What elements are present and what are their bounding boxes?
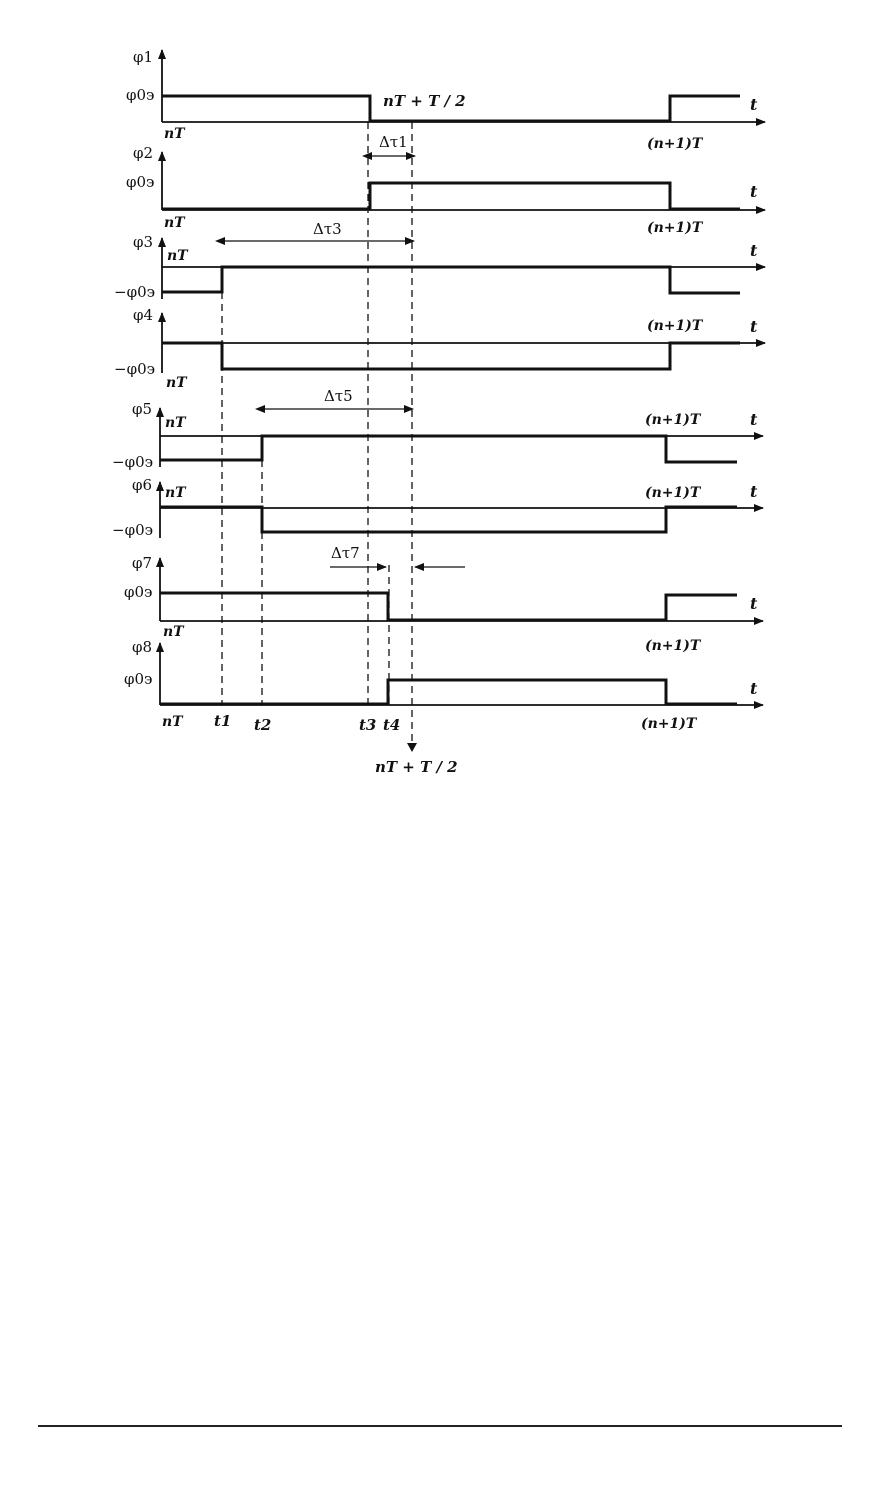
channel-8-label: φ8 <box>132 638 153 656</box>
channel-2-nt-label: nT <box>164 215 185 231</box>
channel-7-waveform <box>160 593 737 620</box>
channel-3-amplitude: −φ0э <box>114 283 156 301</box>
channel-5 <box>112 387 763 471</box>
dtau1-label: Δτ1 <box>379 133 408 151</box>
channel-2-label: φ2 <box>133 144 154 162</box>
channel-2-n1t-label: (n+1)T <box>647 220 703 236</box>
channel-6-nt-label: nT <box>165 485 186 501</box>
channel-3-waveform <box>162 267 740 293</box>
half-period-label-bottom: nT + T / 2 <box>375 758 458 776</box>
half-period-arrowhead <box>407 743 417 752</box>
channel-7-t-label: t <box>750 594 758 613</box>
channel-8-nt-label: nT <box>162 714 183 730</box>
channel-1 <box>126 48 765 152</box>
t1-label: t1 <box>214 712 232 730</box>
channel-7-nt-label: nT <box>163 624 184 640</box>
channel-6-label: φ6 <box>132 476 153 494</box>
channel-8-amplitude: φ0э <box>124 670 153 688</box>
channel-5-nt-label: nT <box>165 415 186 431</box>
channel-4-amplitude: −φ0э <box>114 360 156 378</box>
channel-1-amplitude: φ0э <box>126 86 155 104</box>
channel-1-nt-label: nT <box>164 126 185 142</box>
channel-7-amplitude: φ0э <box>124 583 153 601</box>
t2-label: t2 <box>254 716 272 734</box>
channel-3-t-label: t <box>750 241 758 260</box>
channel-2-waveform <box>162 183 740 209</box>
half-period-label-top: nT + T / 2 <box>383 92 466 110</box>
channel-8-waveform <box>160 680 737 704</box>
dtau5-label: Δτ5 <box>324 387 353 405</box>
t3-label: t3 <box>359 716 377 734</box>
channel-7-label: φ7 <box>132 554 153 572</box>
page-divider <box>38 1425 842 1427</box>
channel-5-t-label: t <box>750 410 758 429</box>
channel-5-waveform <box>160 436 737 462</box>
channel-1-label: φ1 <box>133 48 154 66</box>
channel-6-t-label: t <box>750 482 758 501</box>
channel-5-amplitude: −φ0э <box>112 453 154 471</box>
channel-7-n1t-label: (n+1)T <box>645 638 701 654</box>
channel-1-t-label: t <box>750 95 758 114</box>
channel-6 <box>112 476 763 539</box>
channel-6-n1t-label: (n+1)T <box>645 485 701 501</box>
channel-4-t-label: t <box>750 317 758 336</box>
channel-4-waveform <box>162 343 740 369</box>
t4-label: t4 <box>383 716 401 734</box>
dtau7-label: Δτ7 <box>331 544 360 562</box>
channel-6-amplitude: −φ0э <box>112 521 154 539</box>
channel-4 <box>114 306 765 391</box>
channel-1-n1t-label: (n+1)T <box>647 136 703 152</box>
channel-4-n1t-label: (n+1)T <box>647 318 703 334</box>
channel-8-n1t-label: (n+1)T <box>641 716 697 732</box>
channel-4-label: φ4 <box>133 306 154 324</box>
channel-2-t-label: t <box>750 182 758 201</box>
channel-8-t-label: t <box>750 679 758 698</box>
channel-5-label: φ5 <box>132 400 153 418</box>
channel-5-n1t-label: (n+1)T <box>645 412 701 428</box>
dtau3-label: Δτ3 <box>313 220 342 238</box>
channel-3-label: φ3 <box>133 233 154 251</box>
channel-7 <box>124 544 763 654</box>
channel-4-nt-label: nT <box>166 375 187 391</box>
channel-2-amplitude: φ0э <box>126 173 155 191</box>
channel-3-nt-label: nT <box>167 248 188 264</box>
channel-6-waveform <box>160 507 737 532</box>
